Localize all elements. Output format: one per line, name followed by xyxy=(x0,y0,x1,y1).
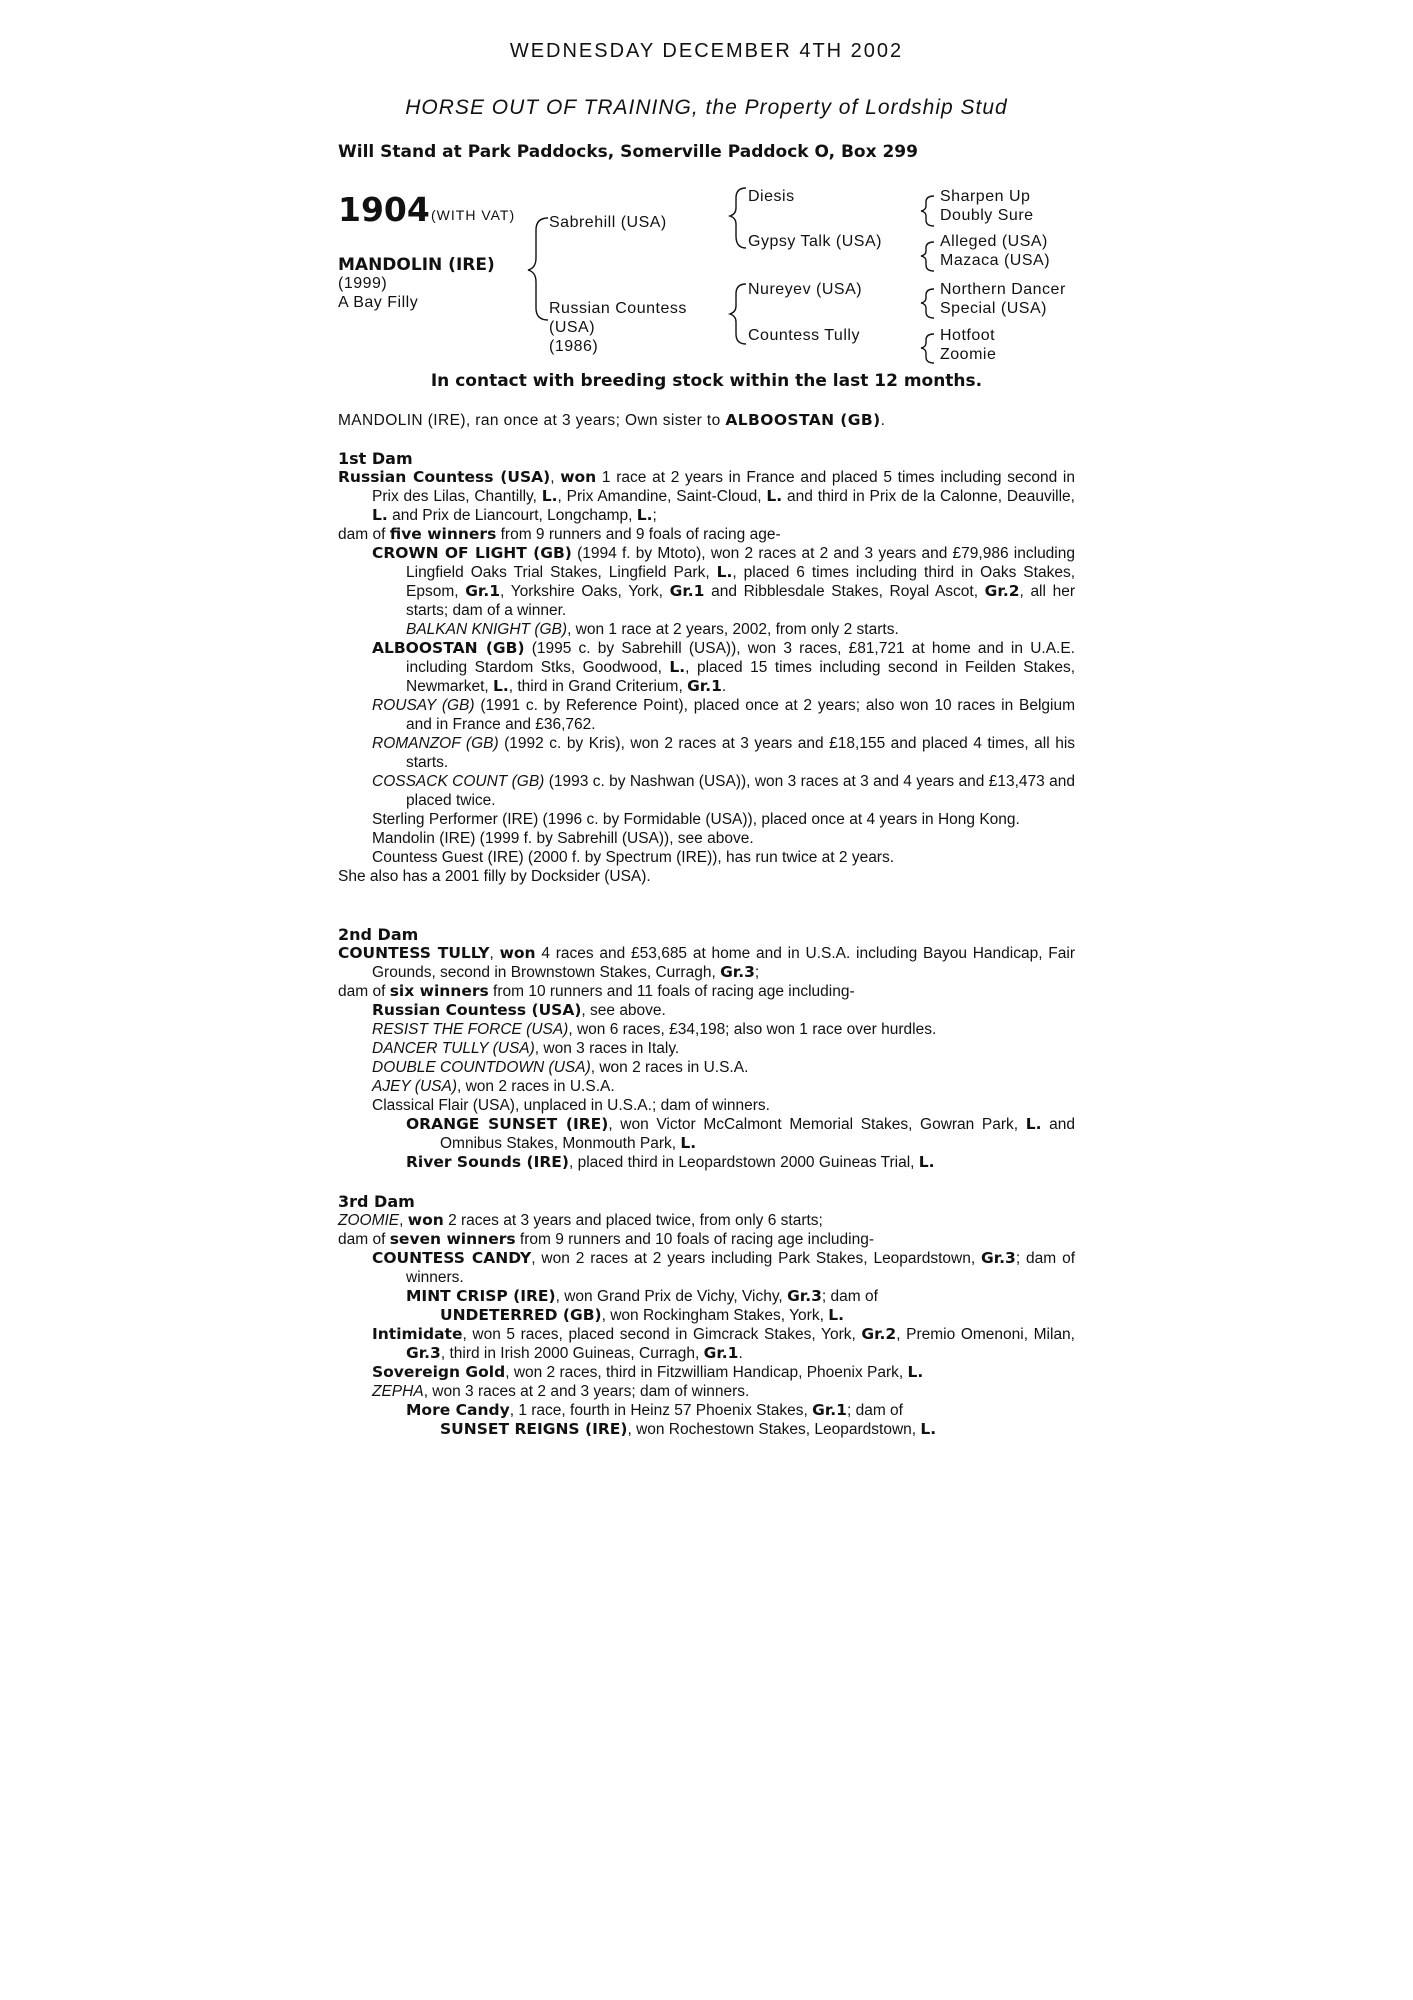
produce-ajey: AJEY (USA), won 2 races in U.S.A. xyxy=(372,1078,615,1095)
produce-classical-flair: Classical Flair (USA), unplaced in U.S.A.; dam of winners. xyxy=(372,1097,770,1114)
first-dam-section xyxy=(338,449,1075,886)
pedigree-g4: Mazaca (USA) xyxy=(940,252,1051,269)
intro-line xyxy=(338,411,1075,430)
produce-sunset-reigns: SUNSET REIGNS (IRE), won Rochestown Stakes, Leopardstown, L. xyxy=(440,1420,937,1438)
dam-name: Russian Countess (USA) xyxy=(338,468,551,486)
second-dam-record: COUNTESS TULLY, won 4 races and £53,685 at home and in U.S.A. including Bayou Handicap, Fair Grounds, second in Brownstown Stakes, Curragh, Gr.3; xyxy=(338,944,1075,981)
pedigree-g1: Sharpen Up xyxy=(940,188,1031,205)
produce-countess-candy: COUNTESS CANDY, won 2 races at 2 years including Park Stakes, Leopardstown, Gr.3; dam of winners. xyxy=(372,1249,1076,1286)
third-dam-heading: 3rd Dam xyxy=(338,1192,415,1211)
produce-orange-sunset: ORANGE SUNSET (IRE), won Victor McCalmont Memorial Stakes, Gowran Park, L. and Omnibus Stakes, Monmouth Park, L. xyxy=(406,1115,1075,1152)
pedigree-dam-line2: (USA) xyxy=(549,319,596,336)
intro-brother: ALBOOSTAN (GB) xyxy=(725,411,881,429)
produce-undeterred: UNDETERRED (GB), won Rockingham Stakes, York, L. xyxy=(440,1306,844,1324)
produce-countess-guest: Countess Guest (IRE) (2000 f. by Spectrum (IRE)), has run twice at 2 years. xyxy=(372,849,895,866)
pedigree-dam-line1: Russian Countess xyxy=(549,300,687,317)
produce-sovereign-gold: Sovereign Gold, won 2 races, third in Fitzwilliam Handicap, Phoenix Park, L. xyxy=(372,1363,924,1381)
produce-mandolin: Mandolin (IRE) (1999 f. by Sabrehill (USA)), see above. xyxy=(372,830,754,847)
stand-location: Will Stand at Park Paddocks, Somerville Paddock O, Box 299 xyxy=(338,142,918,162)
produce-river-sounds: River Sounds (IRE), placed third in Leopardstown 2000 Guineas Trial, L. xyxy=(406,1153,935,1171)
intro-text: MANDOLIN (IRE), ran once at 3 years; Own sister to xyxy=(338,412,726,429)
pedigree-dam-line3: (1986) xyxy=(549,338,599,355)
produce-mint-crisp: MINT CRISP (IRE), won Grand Prix de Vichy, Vichy, Gr.3; dam of xyxy=(406,1287,878,1305)
second-dam-produce-summary: dam of six winners from 10 runners and 11 foals of racing age including- xyxy=(338,982,855,1000)
intro-end: . xyxy=(880,412,886,429)
produce-romanzof: ROMANZOF (GB) (1992 c. by Kris), won 2 races at 3 years and £18,155 and placed 4 times, all his starts. xyxy=(372,735,1076,771)
horse-name: MANDOLIN (IRE) xyxy=(338,255,495,275)
sale-date: WEDNESDAY DECEMBER 4TH 2002 xyxy=(509,40,904,62)
second-dam-heading: 2nd Dam xyxy=(338,925,419,944)
produce-double-countdown: DOUBLE COUNTDOWN (USA), won 2 races in U.S.A. xyxy=(372,1059,749,1076)
produce-zepha: ZEPHA, won 3 races at 2 and 3 years; dam of winners. xyxy=(372,1383,750,1400)
lot-number: 1904 xyxy=(338,190,430,229)
contact-note: In contact with breeding stock within the last 12 months. xyxy=(430,371,983,391)
lot-subtitle: HORSE OUT OF TRAINING, the Property of Lordship Stud xyxy=(405,96,1008,119)
pedigree-g3: Alleged (USA) xyxy=(940,233,1048,250)
pedigree-g2: Doubly Sure xyxy=(940,207,1034,224)
vat-note: (WITH VAT) xyxy=(431,207,516,223)
third-dam-produce-summary: dam of seven winners from 9 runners and 10 foals of racing age including- xyxy=(338,1230,875,1248)
third-dam-record: ZOOMIE, won 2 races at 3 years and placed twice, from only 6 starts; xyxy=(338,1211,823,1229)
won-label: won xyxy=(560,468,597,486)
first-dam-produce-summary: dam of five winners from 9 runners and 9 foals of racing age- xyxy=(338,525,781,543)
produce-balkan-knight: BALKAN KNIGHT (GB), won 1 race at 2 years, 2002, from only 2 starts. xyxy=(406,621,899,638)
first-dam-record: Russian Countess (USA), won 1 race at 2 years in France and placed 5 times including second in Prix des Lilas, Chantilly, L., Prix Amandine, Saint-Cloud, L. and third in Prix de la Calonne, Deauville, L. and Prix de Liancourt, Longchamp, L.; xyxy=(338,468,1076,524)
produce-rousay: ROUSAY (GB) (1991 c. by Reference Point), placed once at 2 years; also won 10 races in Belgium and in France and £36,762. xyxy=(372,697,1075,733)
produce-dancer-tully: DANCER TULLY (USA), won 3 races in Italy. xyxy=(372,1040,680,1057)
produce-sterling-performer: Sterling Performer (IRE) (1996 c. by Formidable (USA)), placed once at 4 years in Hong Kong. xyxy=(372,811,1020,828)
pedigree-g6: Special (USA) xyxy=(940,300,1047,317)
pedigree-dam-dam: Countess Tully xyxy=(748,327,860,344)
produce-resist-the-force: RESIST THE FORCE (USA), won 6 races, £34,198; also won 1 race over hurdles. xyxy=(372,1021,937,1038)
horse-description: A Bay Filly xyxy=(338,294,419,311)
third-dam-section xyxy=(338,1192,1075,1439)
pedigree-g5: Northern Dancer xyxy=(940,281,1066,298)
pedigree-braces xyxy=(0,0,1413,400)
produce-russian-countess: Russian Countess (USA), see above. xyxy=(372,1001,666,1019)
produce-intimidate: Intimidate, won 5 races, placed second in Gimcrack Stakes, York, Gr.2, Premio Omenoni, Milan, Gr.3, third in Irish 2000 Guineas, Curragh, Gr.1. xyxy=(372,1325,1075,1362)
horse-year: (1999) xyxy=(338,275,388,292)
produce-alboostan: ALBOOSTAN (GB) (1995 c. by Sabrehill (USA)), won 3 races, £81,721 at home and in U.A.E. including Stardom Stks, Goodwood, L., placed 15 times including second in Feilden Stakes, Newmarket, L., third in Grand Criterium, Gr.1. xyxy=(372,639,1075,695)
pedigree-dam-sire: Nureyev (USA) xyxy=(748,281,863,298)
pedigree-g7: Hotfoot xyxy=(940,327,996,344)
produce-more-candy: More Candy, 1 race, fourth in Heinz 57 Phoenix Stakes, Gr.1; dam of xyxy=(406,1401,903,1419)
pedigree-sire: Sabrehill (USA) xyxy=(549,214,667,231)
first-dam-heading: 1st Dam xyxy=(338,449,413,468)
pedigree-sire-dam: Gypsy Talk (USA) xyxy=(748,233,882,250)
first-dam-also-note: She also has a 2001 filly by Docksider (USA). xyxy=(338,868,651,885)
produce-cossack-count: COSSACK COUNT (GB) (1993 c. by Nashwan (USA)), won 3 races at 3 and 4 years and £13,473 and placed twice. xyxy=(372,773,1075,809)
produce-crown-of-light: CROWN OF LIGHT (GB) (1994 f. by Mtoto), won 2 races at 2 and 3 years and £79,986 including Lingfield Oaks Trial Stakes, Lingfield Park, L., placed 6 times including third in Oaks Stakes, Epsom, Gr.1, Yorkshire Oaks, York, Gr.1 and Ribblesdale Stakes, Royal Ascot, Gr.2, all her starts; dam of a winner. xyxy=(372,544,1075,619)
pedigree-sire-sire: Diesis xyxy=(748,188,795,205)
second-dam-section xyxy=(338,925,1075,1172)
pedigree-g8: Zoomie xyxy=(940,346,997,363)
